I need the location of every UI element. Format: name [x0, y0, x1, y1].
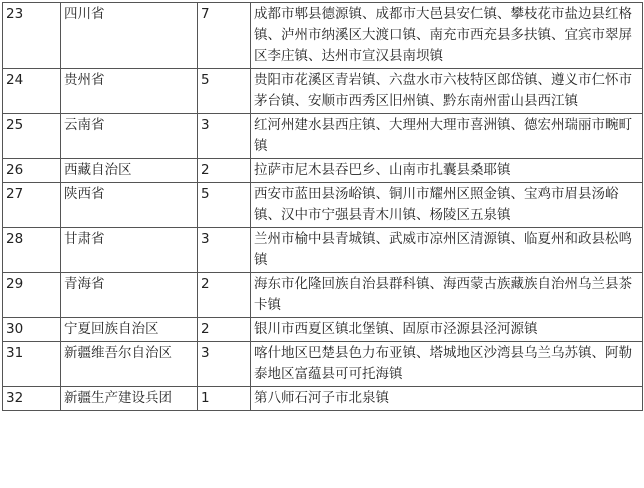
town-count: 7	[198, 3, 251, 69]
table-row	[3, 183, 643, 228]
province-name: 宁夏回族自治区	[61, 318, 198, 342]
province-name: 新疆生产建设兵团	[61, 387, 198, 411]
row-number: 23	[3, 3, 61, 69]
province-name: 青海省	[61, 273, 198, 318]
town-list: 兰州市榆中县青城镇、武威市凉州区清源镇、临夏州和政县松鸣镇	[251, 228, 643, 273]
row-number: 31	[3, 342, 61, 387]
table-row	[3, 3, 643, 69]
province-name: 四川省	[61, 3, 198, 69]
town-list: 西安市蓝田县汤峪镇、铜川市耀州区照金镇、宝鸡市眉县汤峪镇、汉中市宁强县青木川镇、杨陵区五泉镇	[251, 183, 643, 228]
province-name: 甘肃省	[61, 228, 198, 273]
province-name: 新疆维吾尔自治区	[61, 342, 198, 387]
town-count: 5	[198, 69, 251, 114]
town-list: 成都市郫县德源镇、成都市大邑县安仁镇、攀枝花市盐边县红格镇、泸州市纳溪区大渡口镇、南充市西充县多扶镇、宜宾市翠屏区李庄镇、达州市宣汉县南坝镇	[251, 3, 643, 69]
row-number: 25	[3, 114, 61, 159]
town-count: 2	[198, 273, 251, 318]
province-name: 西藏自治区	[61, 159, 198, 183]
town-count: 5	[198, 183, 251, 228]
row-number: 27	[3, 183, 61, 228]
town-list: 银川市西夏区镇北堡镇、固原市泾源县泾河源镇	[251, 318, 643, 342]
town-list: 海东市化隆回族自治县群科镇、海西蒙古族藏族自治州乌兰县茶卡镇	[251, 273, 643, 318]
table-row	[3, 342, 643, 387]
province-name: 贵州省	[61, 69, 198, 114]
town-count: 3	[198, 228, 251, 273]
table-row	[3, 69, 643, 114]
row-number: 30	[3, 318, 61, 342]
town-count: 2	[198, 318, 251, 342]
table-row	[3, 159, 643, 183]
town-count: 2	[198, 159, 251, 183]
row-number: 24	[3, 69, 61, 114]
town-list: 红河州建水县西庄镇、大理州大理市喜洲镇、德宏州瑞丽市畹町镇	[251, 114, 643, 159]
town-count: 3	[198, 114, 251, 159]
province-name: 陕西省	[61, 183, 198, 228]
table-row	[3, 318, 643, 342]
table-row	[3, 273, 643, 318]
town-list: 喀什地区巴楚县色力布亚镇、塔城地区沙湾县乌兰乌苏镇、阿勒泰地区富蕴县可可托海镇	[251, 342, 643, 387]
row-number: 29	[3, 273, 61, 318]
town-count: 3	[198, 342, 251, 387]
town-count: 1	[198, 387, 251, 411]
table-row	[3, 114, 643, 159]
town-list: 拉萨市尼木县吞巴乡、山南市扎囊县桑耶镇	[251, 159, 643, 183]
row-number: 28	[3, 228, 61, 273]
table-row	[3, 228, 643, 273]
province-name: 云南省	[61, 114, 198, 159]
town-list: 贵阳市花溪区青岩镇、六盘水市六枝特区郎岱镇、遵义市仁怀市茅台镇、安顺市西秀区旧州镇、黔东南州雷山县西江镇	[251, 69, 643, 114]
row-number: 32	[3, 387, 61, 411]
town-list: 第八师石河子市北泉镇	[251, 387, 643, 411]
table-row	[3, 387, 643, 411]
towns-table	[2, 2, 643, 411]
row-number: 26	[3, 159, 61, 183]
